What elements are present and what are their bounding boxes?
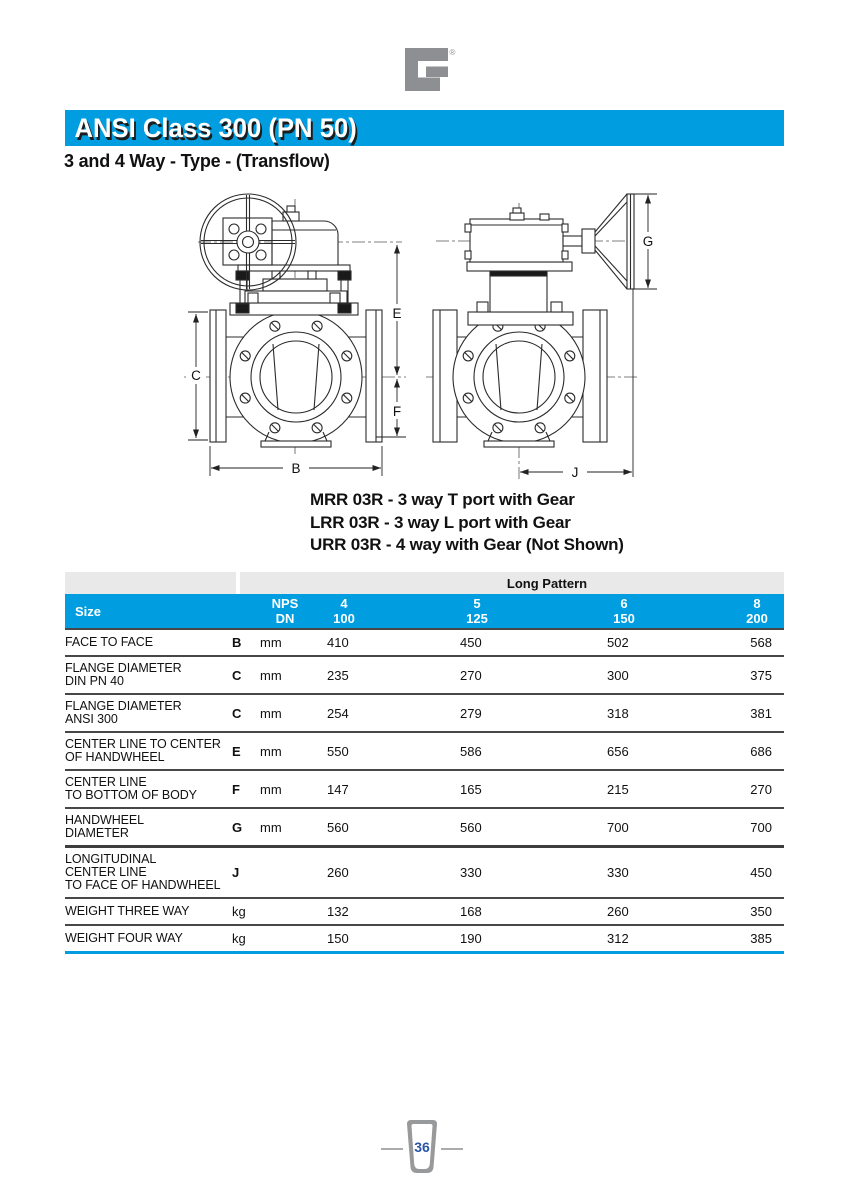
group-header-spacer	[65, 572, 236, 594]
dim-label-g: G	[642, 234, 654, 249]
dim-label-f: F	[392, 404, 402, 419]
model-captions	[310, 489, 624, 557]
table-row	[65, 733, 784, 771]
group-header-long-pattern: Long Pattern	[240, 572, 784, 594]
row-value: 132	[327, 904, 349, 919]
row-value: 254	[327, 705, 349, 721]
row-value: 568	[750, 635, 772, 650]
row-value: 450	[460, 635, 482, 650]
table-group-header-row	[65, 572, 784, 594]
row-dim-letter: B	[232, 635, 242, 650]
row-value: 318	[607, 705, 629, 721]
row-value: 165	[460, 781, 482, 797]
dn-label: DN	[275, 611, 295, 626]
row-label: LONGITUDINAL CENTER LINE TO FACE OF HANDWHEEL	[65, 852, 221, 892]
row-value: 502	[607, 635, 629, 650]
row-value: 375	[750, 667, 772, 683]
row-value: 215	[607, 781, 629, 797]
table-row	[65, 848, 784, 899]
dim-label-e: E	[392, 306, 402, 321]
row-unit: mm	[260, 667, 282, 683]
table-row	[65, 657, 784, 695]
row-value: 381	[750, 705, 772, 721]
row-value: 300	[607, 667, 629, 683]
table-row	[65, 695, 784, 733]
row-unit: mm	[260, 705, 282, 721]
row-value: 686	[750, 743, 772, 759]
row-value: 656	[607, 743, 629, 759]
row-dim-letter: C	[232, 705, 242, 721]
table-body	[65, 628, 784, 951]
column-header: 4 100	[333, 596, 355, 626]
dimensions-table	[65, 572, 784, 954]
row-value: 312	[607, 931, 629, 946]
row-dim-letter: J	[232, 865, 240, 880]
page-number-badge	[402, 1119, 442, 1175]
table-row	[65, 771, 784, 809]
row-dim-letter: E	[232, 743, 241, 759]
row-label: CENTER LINE TO CENTER OF HANDWHEEL	[65, 737, 221, 764]
table-row	[65, 630, 784, 657]
row-value: 560	[460, 819, 482, 835]
row-label: FLANGE DIAMETER DIN PN 40	[65, 661, 182, 688]
row-value: 270	[750, 781, 772, 797]
row-value: 260	[607, 904, 629, 919]
row-label: WEIGHT FOUR WAY	[65, 931, 183, 945]
nps-dn-header	[260, 596, 310, 626]
registered-mark: ®	[449, 48, 456, 57]
column-header: 8 200	[746, 596, 768, 626]
nps-label: NPS	[271, 596, 299, 611]
footer-right-line	[441, 1148, 463, 1150]
row-label: FLANGE DIAMETER ANSI 300	[65, 699, 182, 726]
row-value: 279	[460, 705, 482, 721]
row-value: 190	[460, 931, 482, 946]
caption-line: URR 03R - 4 way with Gear (Not Shown)	[310, 535, 624, 554]
row-unit: mm	[260, 635, 282, 650]
row-value: 330	[460, 865, 482, 880]
caption-line: LRR 03R - 3 way L port with Gear	[310, 512, 571, 532]
table-header-row	[65, 594, 784, 628]
dim-label-c: C	[191, 368, 201, 383]
size-column-header: Size	[75, 603, 102, 619]
section-title-bar	[65, 110, 784, 146]
table-bottom-rule	[65, 951, 784, 954]
row-value: 410	[327, 635, 349, 650]
brand-logo-icon	[405, 46, 461, 92]
dim-label-b: B	[291, 461, 301, 476]
row-value: 586	[460, 743, 482, 759]
row-value: 150	[327, 931, 349, 946]
row-value: 270	[460, 667, 482, 683]
page-number: 36	[414, 1139, 430, 1155]
dim-label-j: J	[571, 465, 579, 480]
page-title: ANSI Class 300 (PN 50)	[74, 112, 357, 143]
row-unit: mm	[260, 781, 282, 797]
footer-left-line	[381, 1148, 403, 1150]
page-subtitle: 3 and 4 Way - Type - (Transflow)	[64, 151, 330, 171]
caption-line: MRR 03R - 3 way T port with Gear	[310, 490, 575, 509]
row-label: FACE TO FACE	[65, 635, 153, 649]
row-value: 560	[327, 819, 349, 835]
column-header: 6 150	[613, 596, 635, 626]
left-valve-drawing	[200, 194, 382, 447]
table-row	[65, 926, 784, 951]
row-value: 330	[607, 865, 629, 880]
row-value: 550	[327, 743, 349, 759]
right-valve-drawing	[433, 194, 634, 447]
row-value: 260	[327, 865, 349, 880]
row-value: 450	[750, 865, 772, 880]
row-value: 147	[327, 781, 349, 797]
row-label: WEIGHT THREE WAY	[65, 904, 190, 918]
row-value: 168	[460, 904, 482, 919]
row-value: 700	[607, 819, 629, 835]
row-label: HANDWHEEL DIAMETER	[65, 813, 144, 840]
row-value: 350	[750, 904, 772, 919]
row-unit: mm	[260, 819, 282, 835]
row-dim-letter: kg	[232, 931, 246, 946]
row-label: CENTER LINE TO BOTTOM OF BODY	[65, 775, 197, 802]
valve-technical-drawings	[80, 185, 680, 485]
row-value: 700	[750, 819, 772, 835]
row-dim-letter: kg	[232, 904, 246, 919]
row-dim-letter: F	[232, 781, 240, 797]
column-header: 5 125	[466, 596, 488, 626]
row-dim-letter: G	[232, 819, 243, 835]
table-row	[65, 899, 784, 926]
row-dim-letter: C	[232, 667, 242, 683]
row-unit: mm	[260, 743, 282, 759]
row-value: 385	[750, 931, 772, 946]
row-value: 235	[327, 667, 349, 683]
table-row	[65, 809, 784, 848]
